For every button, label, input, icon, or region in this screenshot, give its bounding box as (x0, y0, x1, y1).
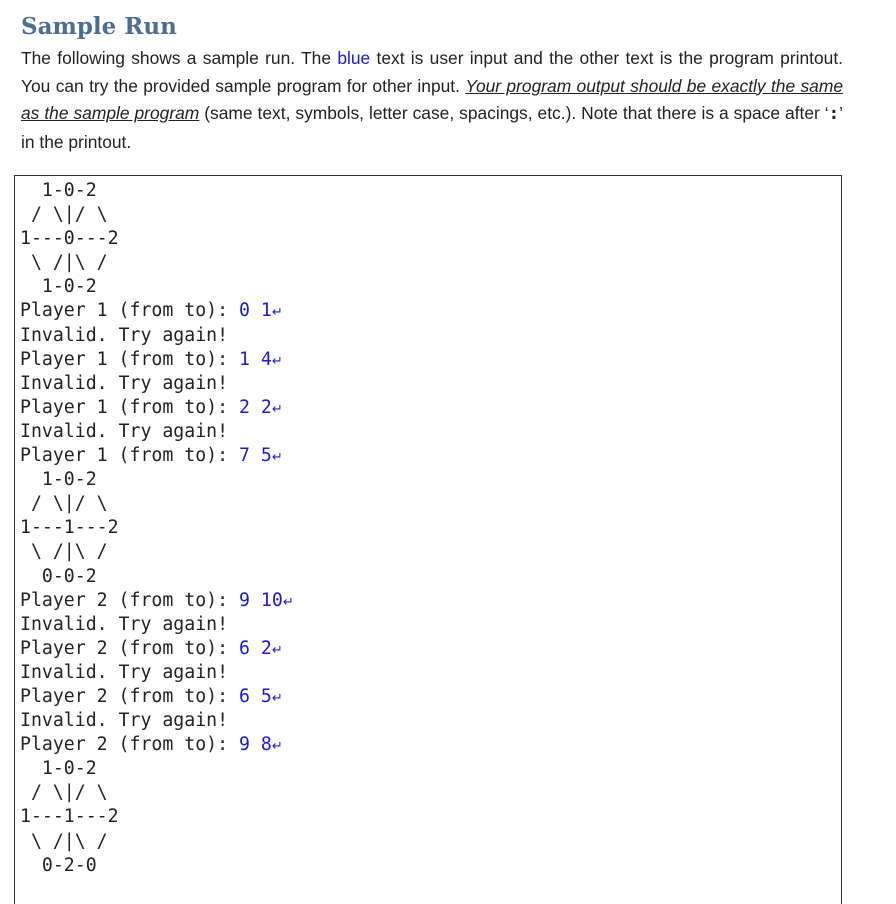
console-output-text: 1---1---2 (20, 806, 119, 828)
console-output-text: Player 1 (from to): (20, 396, 239, 418)
console-line (20, 492, 841, 516)
return-key-icon: ↵ (282, 594, 294, 610)
console-line (20, 299, 841, 323)
console-line (20, 685, 841, 709)
intro-text-2: text is user input and the other text is the program printout. You can try the provided sample program for other input. (21, 48, 843, 96)
console-line (20, 661, 841, 685)
console-line (20, 830, 841, 854)
console-output-text: Invalid. Try again! (20, 372, 229, 394)
console-output-text: Player 1 (from to): (20, 348, 239, 370)
console-line (20, 396, 841, 420)
user-input-text: 6 5 (239, 685, 272, 707)
console-output-text: 1---0---2 (20, 228, 119, 250)
console-output-text: 1-0-2 (20, 276, 97, 298)
console-line (20, 516, 841, 540)
console-line (20, 709, 841, 733)
return-key-icon: ↵ (271, 450, 283, 466)
console-output-text: 0-2-0 (20, 854, 97, 876)
console-output-text: Invalid. Try again! (20, 420, 229, 442)
console-output-text: / \|/ \ (20, 493, 108, 515)
console-output-text: Player 1 (from to): (20, 445, 239, 467)
console-line (20, 589, 841, 613)
console-line (20, 805, 841, 829)
user-input-text: 2 2 (239, 396, 272, 418)
console-line (20, 251, 841, 275)
colon-symbol: : (828, 104, 840, 124)
console-output-text: 1-0-2 (20, 469, 97, 491)
console-output-text: / \|/ \ (20, 782, 108, 804)
page-title: Sample Run (21, 13, 177, 40)
console-line (20, 468, 841, 492)
intro-text-3: (same text, symbols, letter case, spacings, etc.). Note that there is a space after ‘ (199, 103, 829, 123)
console-output-text: Player 2 (from to): (20, 589, 239, 611)
console-line (20, 781, 841, 805)
console-output-text: \ /|\ / (20, 252, 108, 274)
intro-text-1: The following shows a sample run. The (21, 48, 338, 68)
console-output-text: 1-0-2 (20, 180, 97, 201)
return-key-icon: ↵ (271, 739, 283, 755)
user-input-text: 7 5 (239, 445, 272, 467)
user-input-text: 6 2 (239, 637, 272, 659)
console-line (20, 637, 841, 661)
return-key-icon: ↵ (271, 305, 283, 321)
console-line (20, 179, 841, 203)
user-input-text: 1 4 (239, 348, 272, 370)
console-line (20, 227, 841, 251)
console-output (15, 176, 841, 878)
console-output-text: / \|/ \ (20, 204, 108, 226)
console-line (20, 854, 841, 878)
console-output-text: 1-0-2 (20, 758, 97, 780)
console-output-text: 0-0-2 (20, 565, 97, 587)
console-line (20, 613, 841, 637)
console-output-text: Invalid. Try again! (20, 324, 229, 346)
emphasis-text: Your program output should be exactly the same as the sample program (21, 75, 844, 123)
console-output-text: Player 1 (from to): (20, 300, 239, 322)
console-output-text: Player 2 (from to): (20, 734, 239, 756)
console-line (20, 372, 841, 396)
user-input-text: 9 8 (239, 734, 272, 756)
user-input-text: 9 10 (239, 589, 283, 611)
console-output-text: 1---1---2 (20, 517, 119, 539)
console-line (20, 733, 841, 757)
console-line (20, 757, 841, 781)
console-output-text: Invalid. Try again! (20, 613, 229, 635)
console-line (20, 565, 841, 589)
console-output-text: \ /|\ / (20, 830, 108, 852)
console-line (20, 420, 841, 444)
intro-paragraph (21, 45, 843, 156)
blue-word: blue (337, 48, 371, 68)
console-output-text: Player 2 (from to): (20, 685, 239, 707)
intro-text-4: ’ in the printout. (21, 103, 844, 152)
console-line (20, 275, 841, 299)
console-line (20, 540, 841, 564)
console-output-text: Player 2 (from to): (20, 637, 239, 659)
return-key-icon: ↵ (271, 353, 283, 369)
sample-run-console (14, 175, 842, 904)
console-output-text: \ /|\ / (20, 541, 108, 563)
user-input-text: 0 1 (239, 300, 272, 322)
console-output-text: Invalid. Try again! (20, 710, 229, 732)
console-line (20, 348, 841, 372)
console-line (20, 444, 841, 468)
console-output-text: Invalid. Try again! (20, 661, 229, 683)
return-key-icon: ↵ (271, 401, 283, 417)
return-key-icon: ↵ (271, 642, 283, 658)
return-key-icon: ↵ (271, 690, 283, 706)
console-line (20, 203, 841, 227)
console-line (20, 324, 841, 348)
